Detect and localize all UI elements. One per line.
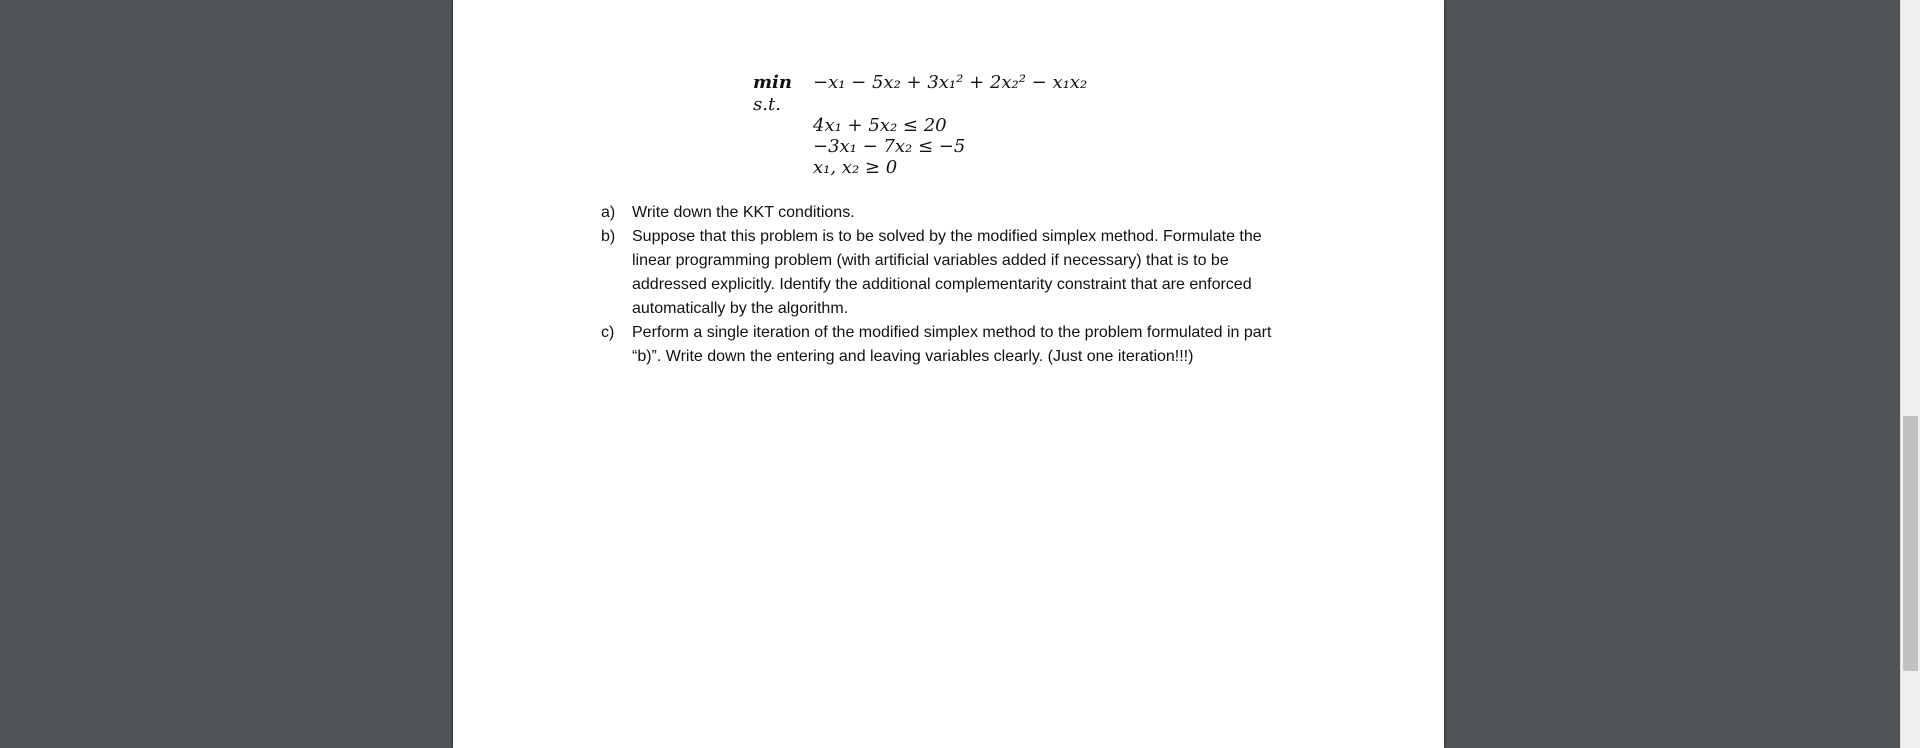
question-a-text: Write down the KKT conditions. [632,204,855,221]
question-b-text: Suppose that this problem is to be solved by the modified simplex method. Formulate the linear programming problem (with artificial variables added if necessary) that is to be addressed explicitly. Identify the additional complementarity constraint that are enforced automatically by the algorithm. [632,228,1262,317]
question-list [601,201,1301,369]
question-b [601,225,1301,321]
document-page [453,0,1444,748]
objective-function: −x₁ − 5x₂ + 3x₁² + 2x₂² − x₁x₂ [813,72,1088,93]
constraint-2: −3x₁ − 7x₂ ≤ −5 [813,136,966,157]
question-c [601,321,1301,369]
question-a [601,201,1301,225]
subject-to-label: s.t. [753,94,781,115]
scrollbar-thumb[interactable] [1903,416,1918,671]
question-a-label: a) [601,204,616,221]
constraint-1: 4x₁ + 5x₂ ≤ 20 [813,115,947,136]
question-b-label: b) [601,228,616,245]
question-c-label: c) [601,324,615,341]
min-label: min [753,72,792,93]
vertical-scrollbar[interactable] [1900,0,1920,748]
constraint-nonnegativity: x₁, x₂ ≥ 0 [813,157,898,178]
question-c-text: Perform a single iteration of the modified simplex method to the problem formulated in part “b)”. Write down the entering and leaving variables clearly. (Just one iteration!!!) [632,324,1272,365]
